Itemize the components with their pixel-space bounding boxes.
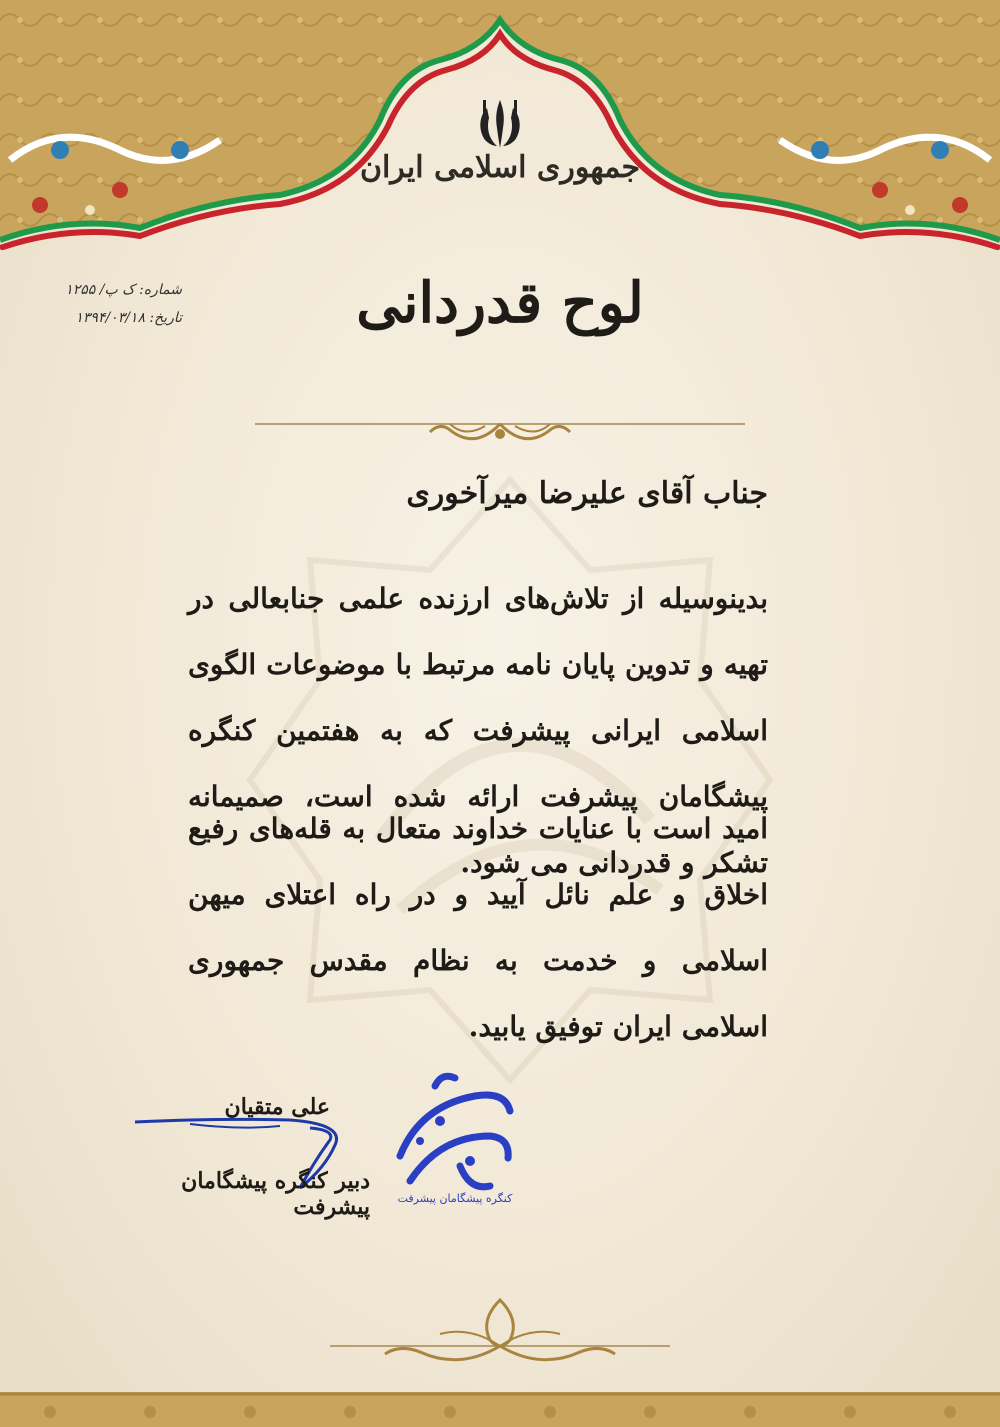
bottom-ornament <box>330 1290 670 1376</box>
signer-title: دبیر کنگره پیشگامان پیشرفت <box>181 1168 370 1220</box>
body-paragraph-2: امید است با عنایات خداوند متعال به قله‌های رفیع اخلاق و علم نائل آیید و در راه اعتلای میهن اسلامی و خدمت به نظام مقدس جمهوری اسلامی ایران توفیق یابید. <box>188 812 768 1043</box>
signer-name: علی متقیان <box>224 1094 330 1120</box>
body-paragraph-1: بدینوسیله از تلاش‌های ارزنده علمی جنابعالی در تهیه و تدوین پایان نامه مرتبط با موضوعات الگوی اسلامی ایرانی پیشرفت که به هفتمین کنگره پیشگامان پیشرفت ارائه شده است، صمیمانه تشکر و قدردانی می شود. <box>188 582 768 879</box>
congress-logo-icon <box>380 1066 530 1206</box>
bottom-border <box>0 1392 1000 1427</box>
reference-date: تاریخ: ۱۳۹۴/۰۳/۱۸ <box>75 310 182 326</box>
congress-logo-text: کنگره پیشگامان پیشرفت <box>397 1192 513 1205</box>
recipient-salutation: جناب آقای علیرضا میرآخوری <box>406 476 768 511</box>
iran-emblem-icon <box>475 98 525 150</box>
title-divider-ornament <box>255 410 745 456</box>
reference-number: شماره: ک پ/ ۱۲۵۵ <box>65 282 182 298</box>
country-name: جمهوری اسلامی ایران <box>359 150 641 185</box>
reference-block <box>62 276 182 332</box>
certificate-title: لوح قدردانی <box>356 270 644 336</box>
